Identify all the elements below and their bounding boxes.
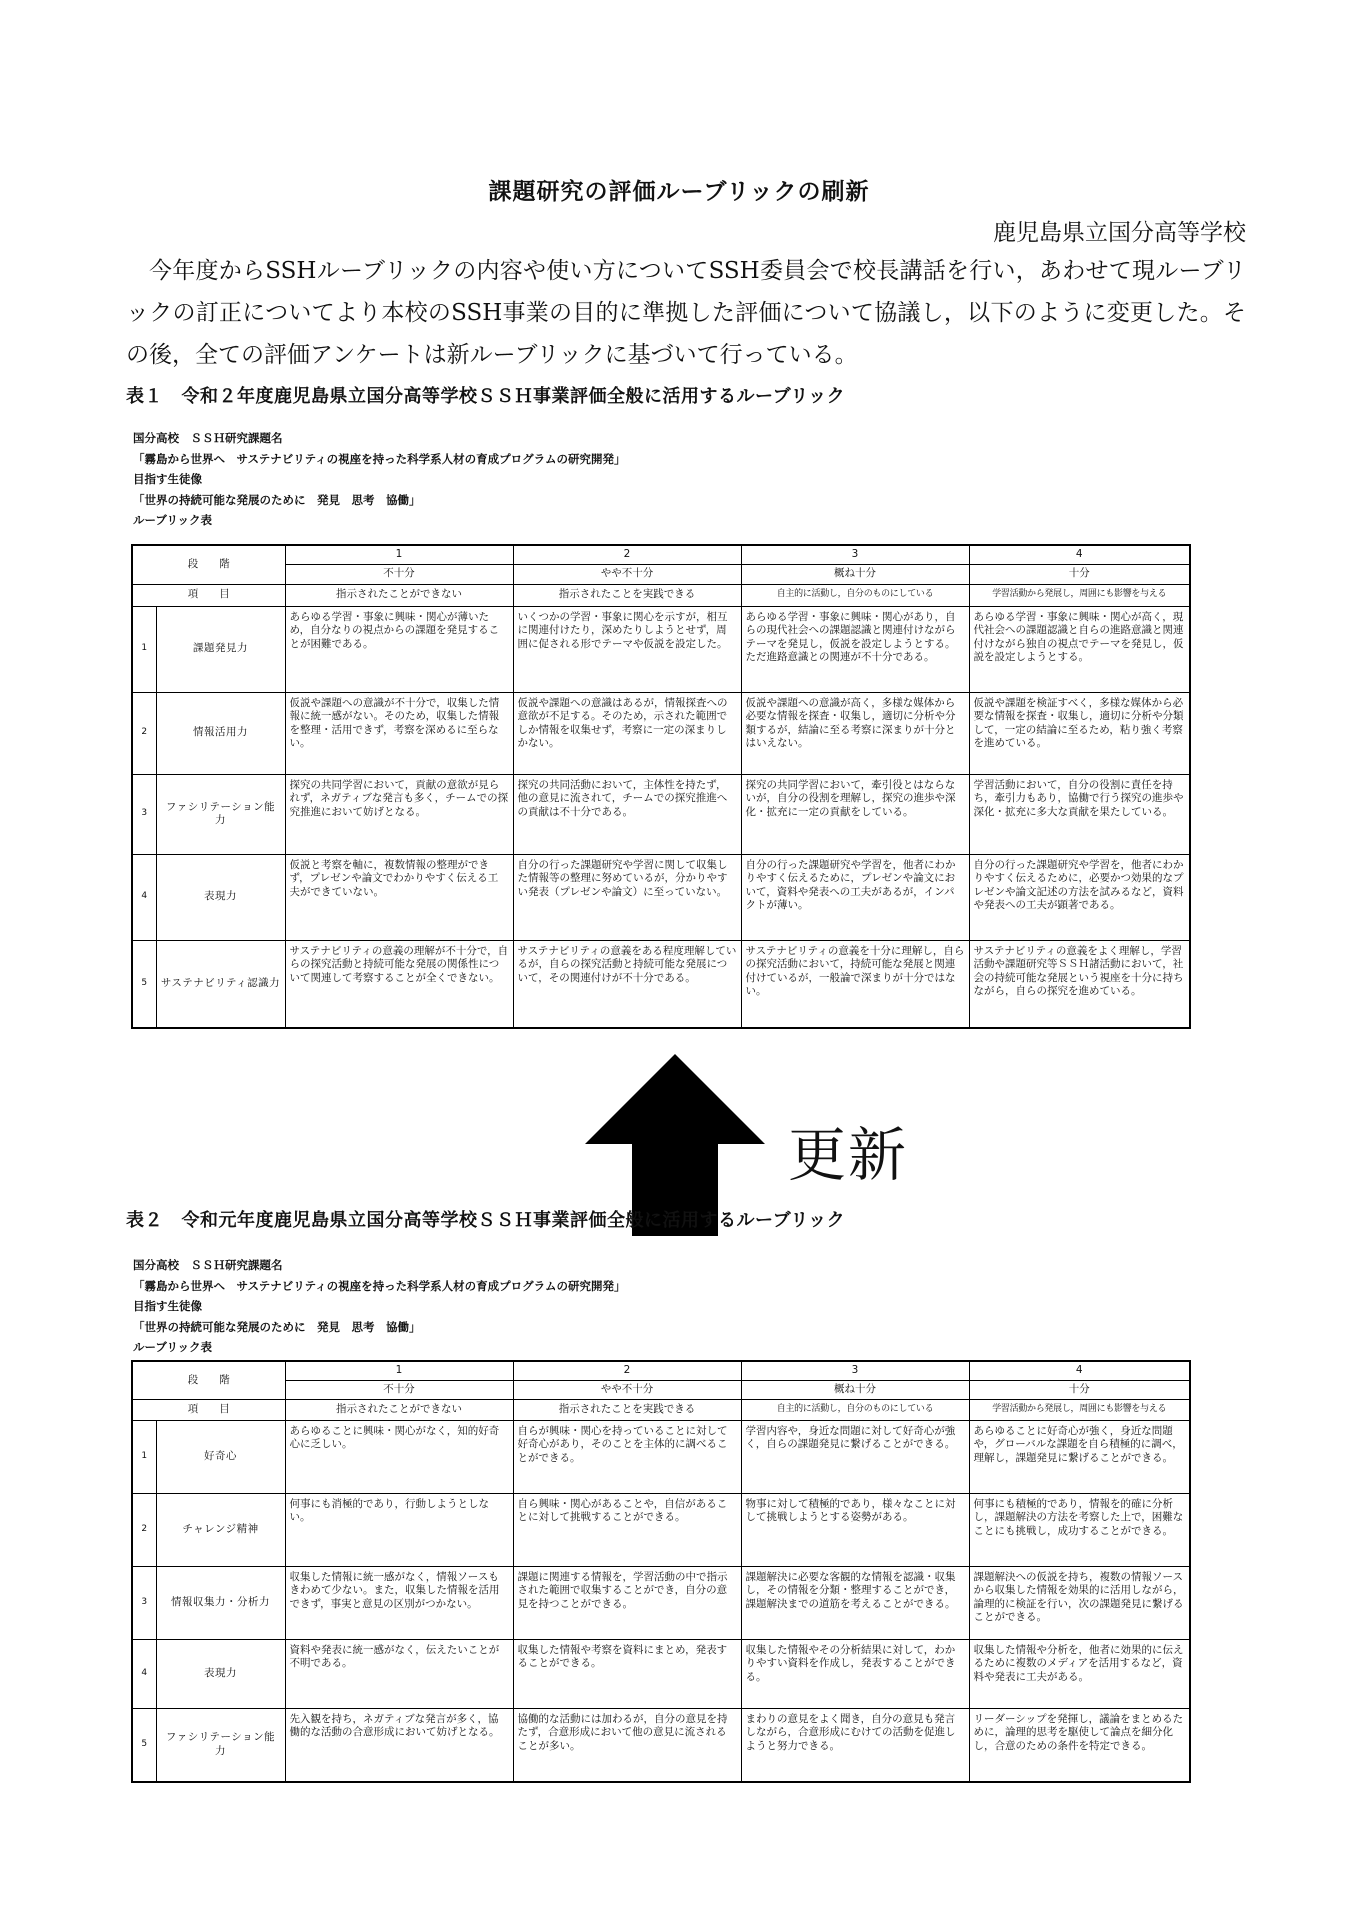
row-item: 好奇心 — [156, 1420, 285, 1493]
stage-label: 段 階 — [132, 1361, 285, 1399]
table-row — [132, 1639, 1190, 1708]
rubric-cell: サステナビリティの意義の理解が不十分で，自らの探究活動と持続可能な発展の関係性について関連して考察することが全くできない。 — [285, 940, 513, 1028]
rubric-cell: 何事にも消極的であり，行動しようとしない。 — [285, 1493, 513, 1566]
meta-line: 目指す生徒像 — [133, 472, 202, 486]
level-desc: 学習活動から発展し，周囲にも影響を与える — [969, 1399, 1190, 1420]
rubric-cell: 収集した情報やその分析結果に対して，わかりやすい資料を作成し，発表することができる。 — [741, 1639, 969, 1708]
level-num: 3 — [741, 1361, 969, 1380]
rubric-cell: 仮説や課題への意識が高く，多様な媒体から必要な情報を探査・収集し，適切に分析や分類するが，結論に至る考察に深まりが十分とはいえない。 — [741, 692, 969, 774]
level-num: 3 — [741, 545, 969, 564]
rubric-cell: 課題解決に必要な客観的な情報を認識・収集し，その情報を分類・整理することができ，課題解決までの道筋を考えることができる。 — [741, 1566, 969, 1639]
rubric-cell: 収集した情報や考察を資料にまとめ，発表することができる。 — [513, 1639, 741, 1708]
row-num: 5 — [132, 940, 156, 1028]
level-desc: 指示されたことを実践できる — [513, 1399, 741, 1420]
table2-caption: 表２ 令和元年度鹿児島県立国分高等学校ＳＳＨ事業評価全般に活用するルーブリック — [126, 1210, 846, 1231]
row-num: 1 — [132, 1420, 156, 1493]
meta-line: ルーブリック表 — [133, 1340, 213, 1354]
level-num: 2 — [513, 545, 741, 564]
table-row — [132, 1420, 1190, 1493]
update-label: 更新 — [788, 1121, 909, 1189]
meta-line: 「世界の持続可能な発展のために 発見 思考 協働」 — [133, 1319, 421, 1334]
row-num: 5 — [132, 1708, 156, 1782]
table1-caption: 表１ 令和２年度鹿児島県立国分高等学校ＳＳＨ事業評価全般に活用するルーブリック — [126, 386, 846, 407]
row-item: 課題発見力 — [156, 606, 285, 692]
rubric-cell: 仮説や課題への意識はあるが，情報探査への意欲が不足する。そのため，示された範囲でしか情報を収集せず，考察に一定の深まりしかない。 — [513, 692, 741, 774]
rubric-cell: 収集した情報や分析を，他者に効果的に伝えるために複数のメディアを活用するなど，資料や発表に工夫がある。 — [969, 1639, 1190, 1708]
rubric-cell: サステナビリティの意義を十分に理解し，自らの探究活動において，持続可能な発展と関連付けているが，一般論で深まりが十分ではない。 — [741, 940, 969, 1028]
rubric-cell: いくつかの学習・事象に関心を示すが，相互に関連付けたり，深めたりしようとせず，周囲に促される形でテーマや仮説を設定した。 — [513, 606, 741, 692]
level-name: やや不十分 — [513, 1380, 741, 1399]
meta-line: 「世界の持続可能な発展のために 発見 思考 協働」 — [133, 492, 421, 507]
rubric-cell: 課題に関連する情報を，学習活動の中で指示された範囲で収集することができ，自分の意見を持つことができる。 — [513, 1566, 741, 1639]
page-title: 課題研究の評価ルーブリックの刷新 — [488, 179, 870, 205]
rubric-cell: 収集した情報に統一感がなく，情報ソースもきわめて少ない。また，収集した情報を活用できず，事実と意見の区別がつかない。 — [285, 1566, 513, 1639]
level-desc: 指示されたことができない — [285, 1399, 513, 1420]
row-num: 4 — [132, 854, 156, 940]
level-desc: 学習活動から発展し，周囲にも影響を与える — [969, 584, 1190, 606]
table-row — [132, 1708, 1190, 1782]
table1-meta — [133, 428, 626, 531]
row-num: 2 — [132, 1493, 156, 1566]
table2-meta — [133, 1255, 626, 1358]
level-num: 4 — [969, 545, 1190, 564]
rubric-cell: 自分の行った課題研究や学習を，他者にわかりやすく伝えるために，必要かつ効果的なプレゼンや論文記述の方法を試みるなど，資料や発表への工夫が顕著である。 — [969, 854, 1190, 940]
row-item: 表現力 — [156, 1639, 285, 1708]
rubric-cell: あらゆる学習・事象に興味・関心が薄いため，自分なりの視点からの課題を発見することが困難である。 — [285, 606, 513, 692]
intro-paragraph: 今年度からSSHルーブリックの内容や使い方についてSSH委員会で校長講話を行い，あわせて現ルーブリックの訂正についてより本校のSSH事業の目的に準拠した評価について協議し，以下のように変更した。その後，全ての評価アンケートは新ルーブリックに基づいて行っている。 — [126, 258, 1246, 368]
level-name: 概ね十分 — [741, 564, 969, 584]
rubric-cell: サステナビリティの意義をよく理解し，学習活動や課題研究等ＳＳＨ諸活動において，社会の持続可能な発展という視座を十分に持ちながら，自らの探究を進めている。 — [969, 940, 1190, 1028]
meta-line: ルーブリック表 — [133, 513, 213, 527]
rubric-cell: 仮説と考察を軸に，複数情報の整理ができず，プレゼンや論文でわかりやすく伝える工夫ができていない。 — [285, 854, 513, 940]
rubric-cell: サステナビリティの意義をある程度理解しているが，自らの探究活動と持続可能な発展について，その関連付けが不十分である。 — [513, 940, 741, 1028]
rubric-cell: 探究の共同活動において，主体性を持たず，他の意見に流されて，チームでの探究推進への貢献は不十分である。 — [513, 774, 741, 854]
row-num: 3 — [132, 774, 156, 854]
level-name: 不十分 — [285, 564, 513, 584]
item-label: 項 目 — [132, 584, 285, 606]
row-item: チャレンジ精神 — [156, 1493, 285, 1566]
table-row — [132, 1566, 1190, 1639]
header-row-desc — [132, 584, 1190, 606]
row-num: 3 — [132, 1566, 156, 1639]
rubric-cell: 先入観を持ち，ネガティブな発言が多く，協働的な活動の合意形成において妨げとなる。 — [285, 1708, 513, 1782]
row-num: 2 — [132, 692, 156, 774]
rubric-cell: リーダーシップを発揮し，議論をまとめるために，論理的思考を駆使して論点を細分化し，合意のための条件を特定できる。 — [969, 1708, 1190, 1782]
rubric-cell: 協働的な活動には加わるが，自分の意見を持たず，合意形成において他の意見に流されることが多い。 — [513, 1708, 741, 1782]
meta-line: 国分高校 ＳＳＨ研究課題名 — [133, 431, 283, 445]
rubric-cell: 仮説や課題への意識が不十分で，収集した情報に統一感がない。そのため，収集した情報を整理・活用できず，考察を深めるに至らない。 — [285, 692, 513, 774]
table-row — [132, 854, 1190, 940]
row-num: 1 — [132, 606, 156, 692]
level-desc: 指示されたことができない — [285, 584, 513, 606]
row-item: ファシリテーション能力 — [156, 1708, 285, 1782]
row-item: ファシリテーション能力 — [156, 774, 285, 854]
rubric-cell: 探究の共同学習において，牽引役とはならないが，自分の役割を理解し，探究の進歩や深化・拡充に一定の貢献をしている。 — [741, 774, 969, 854]
level-name: 不十分 — [285, 1380, 513, 1399]
rubric-cell: まわりの意見をよく聞き，自分の意見も発言しながら，合意形成にむけての活動を促進しようと努力できる。 — [741, 1708, 969, 1782]
header-row-desc — [132, 1399, 1190, 1420]
row-item: 情報活用力 — [156, 692, 285, 774]
rubric-cell: あらゆることに好奇心が強く，身近な問題や，グローバルな課題を自ら積極的に調べ，理解し，課題発見に繋げることができる。 — [969, 1420, 1190, 1493]
item-label: 項 目 — [132, 1399, 285, 1420]
rubric-cell: 仮説や課題を検証すべく，多様な媒体から必要な情報を探査・収集し，適切に分析や分類して，一定の結論に至るため，粘り強く考察を進めている。 — [969, 692, 1190, 774]
level-name: やや不十分 — [513, 564, 741, 584]
rubric-cell: 何事にも積極的であり，情報を的確に分析し，課題解決の方法を考察した上で，困難なことにも挑戦し，成功することができる。 — [969, 1493, 1190, 1566]
level-desc: 指示されたことを実践できる — [513, 584, 741, 606]
rubric-cell: 学習活動において，自分の役割に責任を持ち，牽引力もあり，協働で行う探究の進歩や深化・拡充に多大な貢献を果たしている。 — [969, 774, 1190, 854]
row-item: 表現力 — [156, 854, 285, 940]
stage-label: 段 階 — [132, 545, 285, 584]
rubric-cell: 自ら興味・関心があることや，自信があることに対して挑戦することができる。 — [513, 1493, 741, 1566]
level-num: 2 — [513, 1361, 741, 1380]
meta-line: 「霧島から世界へ サステナビリティの視座を持った科学系人材の育成プログラムの研究開発」 — [133, 1278, 626, 1293]
rubric-cell: あらゆることに興味・関心がなく，知的好奇心に乏しい。 — [285, 1420, 513, 1493]
level-name: 十分 — [969, 1380, 1190, 1399]
rubric-table-2 — [131, 1360, 1191, 1783]
row-item: 情報収集力・分析力 — [156, 1566, 285, 1639]
table-row — [132, 940, 1190, 1028]
meta-line: 「霧島から世界へ サステナビリティの視座を持った科学系人材の育成プログラムの研究開発」 — [133, 451, 626, 466]
rubric-cell: 課題解決への仮説を持ち，複数の情報ソースから収集した情報を効果的に活用しながら，論理的に検証を行い，次の課題発見に繋げることができる。 — [969, 1566, 1190, 1639]
school-name: 鹿児島県立国分高等学校 — [993, 220, 1246, 246]
header-row-name — [132, 564, 1190, 584]
rubric-table-1 — [131, 544, 1191, 1029]
level-num: 1 — [285, 545, 513, 564]
row-item: サステナビリティ認識力 — [156, 940, 285, 1028]
level-desc: 自主的に活動し，自分のものにしている — [741, 584, 969, 606]
table-row — [132, 1493, 1190, 1566]
rubric-cell: あらゆる学習・事象に興味・関心が高く，現代社会への課題認識と自らの進路意識と関連付けながら独自の視点でテーマを発見し，仮説を設定しようとする。 — [969, 606, 1190, 692]
header-row-num — [132, 1361, 1190, 1380]
header-row-name — [132, 1380, 1190, 1399]
rubric-cell: あらゆる学習・事象に興味・関心があり，自らの現代社会への課題認識と関連付けながらテーマを発見し，仮説を設定しようとする。ただ進路意識との関連が不十分である。 — [741, 606, 969, 692]
rubric-cell: 学習内容や，身近な問題に対して好奇心が強く，自らの課題発見に繋げることができる。 — [741, 1420, 969, 1493]
level-name: 十分 — [969, 564, 1190, 584]
level-num: 4 — [969, 1361, 1190, 1380]
meta-line: 目指す生徒像 — [133, 1299, 202, 1313]
rubric-cell: 自分の行った課題研究や学習を，他者にわかりやすく伝えるために，プレゼンや論文において，資料や発表への工夫があるが，インパクトが薄い。 — [741, 854, 969, 940]
row-num: 4 — [132, 1639, 156, 1708]
table-row — [132, 774, 1190, 854]
table-row — [132, 692, 1190, 774]
level-desc: 自主的に活動し，自分のものにしている — [741, 1399, 969, 1420]
rubric-cell: 探究の共同学習において，貢献の意欲が見られず，ネガティブな発言も多く，チームでの探究推進において妨げとなる。 — [285, 774, 513, 854]
level-num: 1 — [285, 1361, 513, 1380]
meta-line: 国分高校 ＳＳＨ研究課題名 — [133, 1258, 283, 1272]
header-row-num — [132, 545, 1190, 564]
rubric-cell: 資料や発表に統一感がなく，伝えたいことが不明である。 — [285, 1639, 513, 1708]
rubric-cell: 物事に対して積極的であり，様々なことに対して挑戦しようとする姿勢がある。 — [741, 1493, 969, 1566]
rubric-cell: 自分の行った課題研究や学習に関して収集した情報等の整理に努めているが，分かりやすい発表（プレゼンや論文）に至っていない。 — [513, 854, 741, 940]
rubric-cell: 自らが興味・関心を持っていることに対して好奇心があり，そのことを主体的に調べることができる。 — [513, 1420, 741, 1493]
level-name: 概ね十分 — [741, 1380, 969, 1399]
table-row — [132, 606, 1190, 692]
